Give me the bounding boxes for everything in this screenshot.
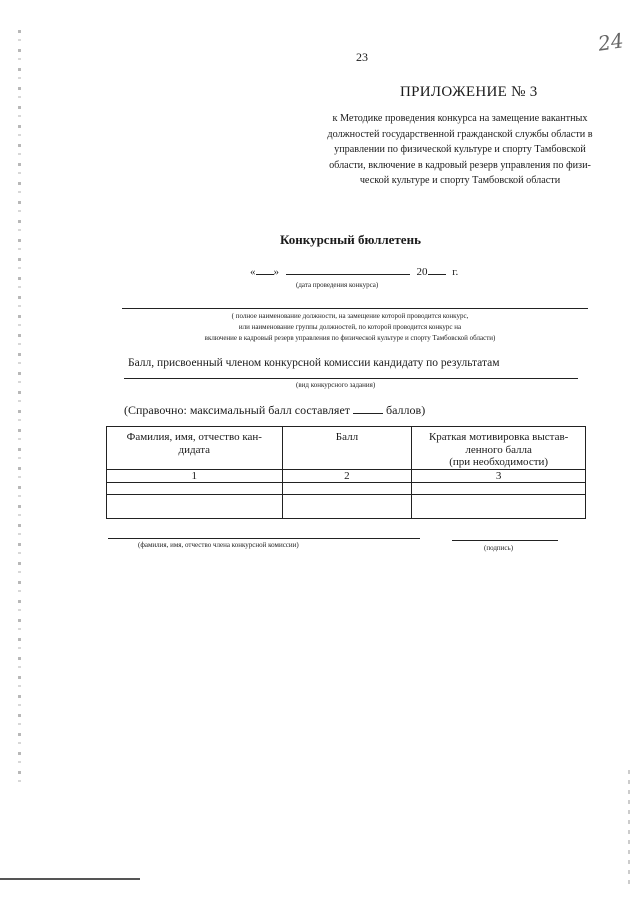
signature-caption: (подпись) [484, 544, 514, 552]
score-text: Балл, присвоенный членом конкурсной комиссии кандидату по результатам [128, 357, 500, 369]
header-score: Балл [282, 427, 412, 470]
member-name-line[interactable] [108, 538, 420, 539]
header-fio: Фамилия, имя, отчество кан- дидата [107, 427, 283, 470]
table-cell-motivation[interactable] [412, 482, 586, 494]
date-year-suffix: г. [452, 266, 459, 278]
year-blank[interactable] [428, 264, 446, 275]
max-score-blank[interactable] [353, 403, 383, 414]
column-number: 2 [282, 469, 412, 482]
position-caption [150, 311, 550, 344]
month-blank[interactable] [286, 264, 410, 275]
position-caption-line: включение в кадровый резерв управления по физической культуре и спорту Тамбовской области) [204, 334, 496, 342]
member-name-caption: (фамилия, имя, отчество члена конкурсной комиссии) [138, 541, 299, 549]
date-line [250, 264, 458, 278]
page-number: 23 [356, 50, 368, 64]
table-cell-motivation[interactable] [412, 494, 586, 518]
day-blank[interactable] [256, 264, 274, 275]
handwritten-mark: 24 [596, 28, 625, 56]
position-caption-line: или наименование группы должностей, по которой проводится конкурс на [238, 323, 462, 331]
appendix-subtitle [310, 111, 610, 189]
scan-edge-bottom [0, 878, 140, 880]
table-cell-fio[interactable] [107, 494, 283, 518]
date-year-prefix: 20 [416, 266, 428, 278]
date-close-quote: » [273, 266, 279, 278]
table-cell-score[interactable] [282, 482, 412, 494]
task-type-line[interactable] [124, 378, 578, 379]
column-number: 1 [107, 469, 283, 482]
appendix-subtitle-line: к Методике проведения конкурса на замещение вакантных [332, 113, 588, 124]
reference-prefix: (Справочно: максимальный балл составляет [124, 403, 351, 417]
scan-edge-left [18, 30, 21, 790]
column-number: 3 [412, 469, 586, 482]
table-numbers-row [107, 469, 586, 482]
appendix-subtitle-line: ческой культуре и спорту Тамбовской области [359, 175, 561, 186]
table-header-row [107, 427, 586, 470]
form-title: Конкурсный бюллетень [280, 232, 421, 247]
table-cell-score[interactable] [282, 494, 412, 518]
reference-suffix: баллов) [386, 403, 426, 417]
appendix-subtitle-line: управлении по физической культуре и спорту Тамбовской [334, 144, 586, 155]
date-open-quote: « [250, 266, 256, 278]
signature-line[interactable] [452, 540, 558, 541]
header-motivation: Краткая мотивировка выстав- ленного балла (при необходимости) [412, 427, 586, 470]
appendix-title: ПРИЛОЖЕНИЕ № 3 [400, 84, 538, 100]
reference-note [124, 403, 425, 418]
score-table [106, 426, 586, 519]
scan-edge-right [628, 770, 630, 890]
appendix-subtitle-line: должностей государственной гражданской службы области в [327, 128, 593, 140]
task-caption: (вид конкурсного задания) [296, 381, 376, 389]
position-name-line[interactable] [122, 308, 588, 309]
appendix-subtitle-line: области, включение в кадровый резерв управления по физи- [329, 159, 591, 171]
date-caption: (дата проведения конкурса) [296, 281, 379, 289]
position-caption-line: ( полное наименование должности, на замещение которой проводится конкурс, [231, 312, 469, 320]
table-cell-fio[interactable] [107, 482, 283, 494]
table-row [107, 494, 586, 518]
table-row [107, 482, 586, 494]
